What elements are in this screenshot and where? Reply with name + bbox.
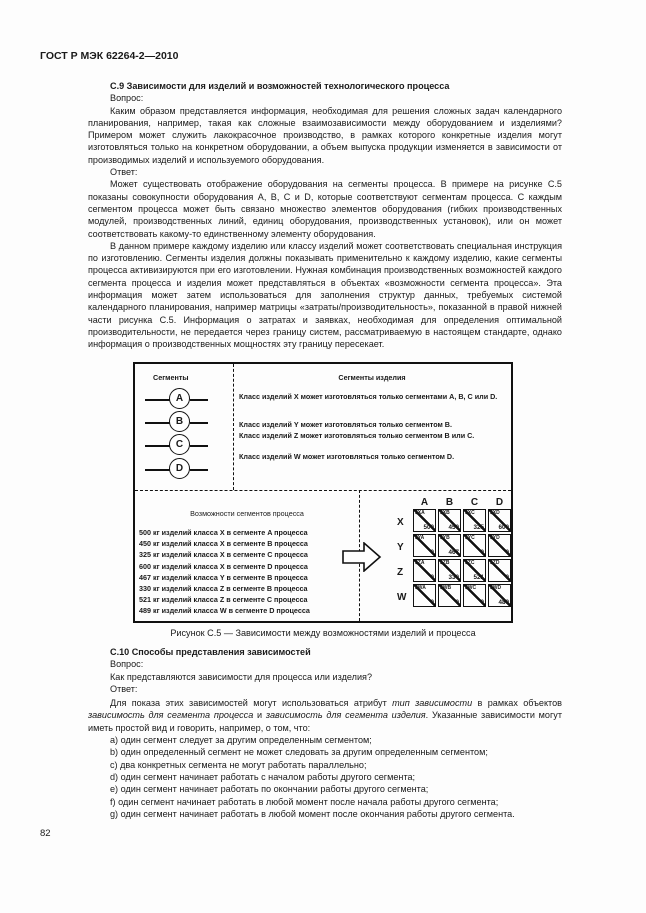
arrow-right-icon	[342, 542, 382, 572]
answer-paragraph: Для показа этих зависимостей могут использоваться атрибут тип зависимости в рамках объектов зависимость для сегмента процесса и зависимость для сегмента изделия. Указанные зависимости могут иметь простой вид и говорить, например, о том, что:	[88, 698, 562, 733]
segments-title: Сегменты	[153, 373, 189, 382]
matrix-cell	[488, 509, 511, 532]
question-text: Каким образом представляется информация, необходимая для решения сложных задач календарного планирования, например, такая как сложные взаимозависимости между оборудованием и изделиями? Примером может служить лакокрасочное производство, в рамках которого конкретные изделия могут изготовляться только на конкретном оборудовании, а объем выпуска продукции изменяется в зависимости от производимых изделий и используемого оборудования.	[88, 105, 562, 165]
matrix-column-header: C	[470, 497, 479, 508]
matrix-cell	[438, 534, 461, 557]
cell-value: 0	[430, 549, 434, 556]
segment-a: A	[145, 388, 225, 410]
matrix-cell	[488, 584, 511, 607]
matrix-cell	[463, 584, 486, 607]
capabilities-list	[139, 527, 310, 617]
list-item: e) один сегмент начинает работать по окончании работы другого сегмента;	[110, 784, 429, 795]
list-item: g) один сегмент начинает работать в любой момент после окончания работы другого сегмента.	[110, 808, 515, 819]
capability: 467 кг изделий класса Y в сегменте B процесса	[139, 572, 308, 582]
answer-paragraph: В данном примере каждому изделию или классу изделий может соответствовать специальная инструкция по изготовлению. Сегменты изделия должны показывать применительно к каждому изделию, какие сегменты процесса активизируются при его изготовлении. Нужная комбинация производственных возможностей каждого сегмента процесса и изделия может представляться в объектах «возможности сегмента процесса». Эта информация может затем использоваться для заполнения структур данных, требуемых системой календарного планирования, например матрицы «затраты/производительность», показанной в правой нижней части рисунка C.5. Информация о затратах и заявках, необходимая для определения оптимальной производительности, не передается через границу систем, рассматриваемую в настоящем стандарте, однако информация о производственных мощностях эту границу пересекает.	[88, 240, 562, 350]
cell-value: 0	[505, 574, 509, 581]
cell-value: 489	[498, 599, 509, 606]
product-line: Класс изделий Z может изготовляться только сегментом B или C.	[239, 431, 475, 440]
list-item: f) один сегмент начинает работать в любой момент после начала работы другого сегмента;	[110, 796, 499, 807]
cell-value: 500	[423, 524, 434, 531]
answer-paragraph: Может существовать отображение оборудования на сегменты процесса. В примере на рисунке C.5 показаны совокупности оборудования A, B, C и D, которые соответствуют сегментам процесса. С каждым сегментом процесса может быть связано множество элементов оборудования (гибких производственных модулей, производственных линий, единиц оборудования, производственных установок), или он может соответствовать какому-то единственному элементу оборудования.	[88, 179, 562, 239]
segment-c: C	[145, 434, 225, 456]
answer-label: Ответ:	[110, 167, 138, 178]
segment-b: B	[145, 411, 225, 433]
matrix-cell	[463, 509, 486, 532]
product-line: Класс изделий X может изготовляться только сегментами A, B, C или D.	[239, 392, 498, 401]
list-item: b) один определенный сегмент не может следовать за другим определенным сегментом;	[110, 747, 488, 758]
capabilities-title: Возможности сегментов процесса	[190, 509, 304, 518]
cell-cost-label: $XB	[440, 510, 450, 516]
question-text: Как представляются зависимости для процесса или изделия?	[110, 671, 373, 682]
matrix-cell	[488, 534, 511, 557]
matrix-row-header: Y	[397, 542, 404, 553]
matrix-cell	[413, 584, 436, 607]
cell-value: 467	[448, 549, 459, 556]
figure-caption: Рисунок C.5 — Зависимости между возможностями изделий и процесса	[170, 628, 476, 638]
matrix-column-header: B	[445, 497, 454, 508]
cell-value: 0	[430, 599, 434, 606]
matrix-cell	[438, 584, 461, 607]
section-c10	[88, 646, 562, 820]
cell-cost-label: $XD	[490, 510, 500, 516]
matrix-row-header: W	[397, 592, 407, 603]
section-title: C.10 Способы представления зависимостей	[110, 647, 311, 657]
cell-cost-label: $YC	[465, 535, 475, 541]
section-title: C.9 Зависимости для изделий и возможностей технологического процесса	[110, 81, 450, 91]
capability: 521 кг изделий класса Z в сегменте C процесса	[139, 595, 308, 605]
question-label: Вопрос:	[110, 93, 144, 104]
product-segments-title: Сегменты изделия	[338, 373, 406, 382]
cell-cost-label: $ZA	[415, 560, 425, 566]
cell-value: 0	[480, 549, 484, 556]
matrix-cell	[413, 509, 436, 532]
cell-value: 330	[448, 574, 459, 581]
page-number: 82	[40, 828, 51, 839]
list-item: a) один сегмент следует за другим определенным сегментом;	[110, 735, 372, 746]
capability: 325 кг изделий класса X в сегменте C процесса	[139, 550, 308, 560]
list-item: c) два конкретных сегмента не могут работать параллельно;	[110, 759, 367, 770]
document-header: ГОСТ Р МЭК 62264-2—2010	[40, 50, 179, 62]
cell-value: 0	[455, 599, 459, 606]
cell-cost-label: $XA	[415, 510, 425, 516]
matrix-cell	[413, 534, 436, 557]
cell-value: 0	[505, 549, 509, 556]
matrix-row-header: X	[397, 517, 404, 528]
cell-value: 0	[480, 599, 484, 606]
cell-cost-label: $YA	[415, 535, 425, 541]
cell-value: 521	[473, 574, 484, 581]
product-line: Класс изделий W может изготовляться только сегментом D.	[239, 452, 455, 461]
matrix-cell	[438, 559, 461, 582]
capability: 489 кг изделий класса W в сегменте D процесса	[139, 606, 310, 616]
cell-cost-label: $WA	[415, 585, 426, 591]
matrix-cell	[488, 559, 511, 582]
cell-cost-label: $WD	[490, 585, 502, 591]
cell-cost-label: $XC	[465, 510, 475, 516]
divider	[233, 364, 234, 490]
matrix-cell	[413, 559, 436, 582]
matrix-cell	[438, 509, 461, 532]
capability: 500 кг изделий класса X в сегменте A процесса	[139, 528, 308, 537]
capability: 450 кг изделий класса X в сегменте B процесса	[139, 539, 308, 549]
matrix-column-header: D	[495, 497, 504, 508]
matrix-column-header: A	[420, 497, 429, 508]
list-item: d) один сегмент начинает работать с началом работы другого сегмента;	[110, 771, 416, 782]
matrix-cell	[463, 534, 486, 557]
cell-cost-label: $WB	[440, 585, 452, 591]
cell-cost-label: $YD	[490, 535, 500, 541]
matrix-row-header: Z	[397, 567, 404, 578]
cell-cost-label: $ZB	[440, 560, 450, 566]
section-c9	[88, 80, 562, 351]
cell-cost-label: $WC	[465, 585, 477, 591]
product-line: Класс изделий Y может изготовляться только сегментом B.	[239, 420, 452, 429]
divider	[135, 490, 511, 491]
cell-cost-label: $YB	[440, 535, 450, 541]
cell-value: 0	[430, 574, 434, 581]
cell-value: 600	[498, 524, 509, 531]
capability: 600 кг изделий класса X в сегменте D процесса	[139, 561, 308, 571]
answer-label: Ответ:	[110, 683, 138, 694]
capability: 330 кг изделий класса Z в сегменте B процесса	[139, 584, 308, 594]
cell-cost-label: $ZD	[490, 560, 500, 566]
matrix-cell	[463, 559, 486, 582]
cell-value: 325	[473, 524, 484, 531]
cell-cost-label: $ZC	[465, 560, 475, 566]
question-label: Вопрос:	[110, 659, 144, 670]
figure-c5	[133, 362, 513, 623]
cell-value: 450	[448, 524, 459, 531]
segment-d: D	[145, 458, 225, 480]
